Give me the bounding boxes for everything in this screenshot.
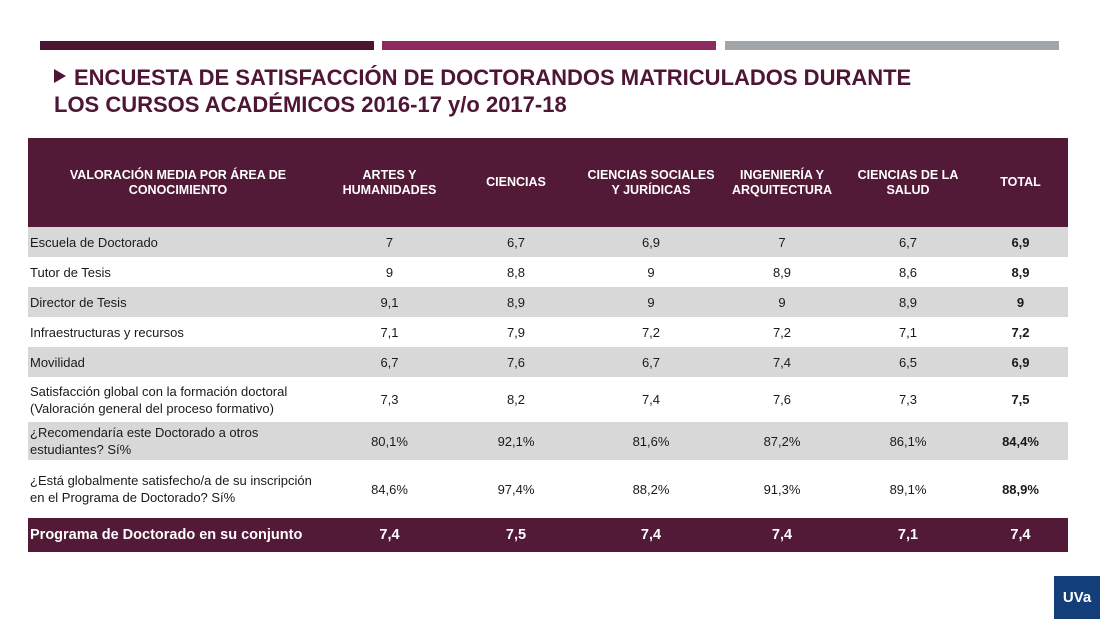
- footer-value: 7,4: [581, 518, 721, 552]
- cell-total: 7,2: [973, 317, 1068, 347]
- decor-bar-dark: [40, 41, 374, 50]
- cell-value: 80,1%: [328, 422, 451, 460]
- header-ciencias-salud: CIENCIAS DE LA SALUD: [843, 138, 973, 227]
- cell-value: 8,6: [843, 257, 973, 287]
- cell-value: 6,7: [451, 227, 581, 257]
- cell-total: 7,5: [973, 377, 1068, 422]
- cell-value: 9: [581, 287, 721, 317]
- cell-total: 6,9: [973, 347, 1068, 377]
- row-label: ¿Está globalmente satisfecho/a de su inscripción en el Programa de Doctorado? Sí%: [28, 460, 328, 518]
- decor-bar-magenta: [382, 41, 716, 50]
- row-label: Escuela de Doctorado: [28, 227, 328, 257]
- title-line-2: LOS CURSOS ACADÉMICOS 2016-17 y/o 2017-18: [54, 92, 567, 117]
- cell-value: 6,7: [328, 347, 451, 377]
- cell-value: 92,1%: [451, 422, 581, 460]
- cell-value: 7,6: [721, 377, 843, 422]
- cell-value: 6,7: [581, 347, 721, 377]
- footer-label: Programa de Doctorado en su conjunto: [28, 518, 328, 552]
- footer-value: 7,1: [843, 518, 973, 552]
- header-ciencias: CIENCIAS: [451, 138, 581, 227]
- cell-value: 7: [328, 227, 451, 257]
- cell-value: 86,1%: [843, 422, 973, 460]
- table-row: [28, 422, 1068, 460]
- cell-value: 8,9: [843, 287, 973, 317]
- slide-title: [54, 64, 1064, 118]
- cell-value: 9: [721, 287, 843, 317]
- cell-value: 7,2: [581, 317, 721, 347]
- cell-value: 6,9: [581, 227, 721, 257]
- footer-value: 7,4: [328, 518, 451, 552]
- table-row: [28, 377, 1068, 422]
- cell-value: 7,4: [581, 377, 721, 422]
- cell-value: 84,6%: [328, 460, 451, 518]
- cell-value: 7: [721, 227, 843, 257]
- cell-value: 7,2: [721, 317, 843, 347]
- title-line-1: [54, 64, 1064, 91]
- row-label: Director de Tesis: [28, 287, 328, 317]
- cell-value: 97,4%: [451, 460, 581, 518]
- cell-value: 9: [328, 257, 451, 287]
- cell-total: 9: [973, 287, 1068, 317]
- cell-value: 8,2: [451, 377, 581, 422]
- decor-bar-gray: [725, 41, 1059, 50]
- cell-total: 8,9: [973, 257, 1068, 287]
- table-row: [28, 317, 1068, 347]
- header-ingenieria: INGENIERÍA Y ARQUITECTURA: [721, 138, 843, 227]
- cell-value: 7,1: [843, 317, 973, 347]
- cell-value: 8,9: [451, 287, 581, 317]
- row-label: Movilidad: [28, 347, 328, 377]
- cell-total: 84,4%: [973, 422, 1068, 460]
- footer-value: 7,5: [451, 518, 581, 552]
- cell-value: 7,4: [721, 347, 843, 377]
- table-row: [28, 227, 1068, 257]
- uva-logo: UVa: [1054, 576, 1100, 619]
- footer-total: 7,4: [973, 518, 1068, 552]
- cell-value: 81,6%: [581, 422, 721, 460]
- header-area: VALORACIÓN MEDIA POR ÁREA DE CONOCIMIENTO: [28, 138, 328, 227]
- cell-value: 6,5: [843, 347, 973, 377]
- cell-value: 8,8: [451, 257, 581, 287]
- cell-value: 8,9: [721, 257, 843, 287]
- header-ciencias-sociales: CIENCIAS SOCIALES Y JURÍDICAS: [581, 138, 721, 227]
- row-label: Satisfacción global con la formación doctoral (Valoración general del proceso formativo): [28, 377, 328, 422]
- header-total: TOTAL: [973, 138, 1068, 227]
- table-row: [28, 287, 1068, 317]
- cell-total: 6,9: [973, 227, 1068, 257]
- header-artes-humanidades: ARTES Y HUMANIDADES: [328, 138, 451, 227]
- table-row: [28, 347, 1068, 377]
- triangle-bullet-icon: [54, 69, 66, 83]
- cell-value: 88,2%: [581, 460, 721, 518]
- cell-value: 7,3: [328, 377, 451, 422]
- footer-value: 7,4: [721, 518, 843, 552]
- cell-value: 89,1%: [843, 460, 973, 518]
- title-line-1-text: ENCUESTA DE SATISFACCIÓN DE DOCTORANDOS MATRICULADOS DURANTE: [74, 65, 912, 90]
- table-header-row: [28, 138, 1068, 227]
- cell-value: 7,3: [843, 377, 973, 422]
- cell-total: 88,9%: [973, 460, 1068, 518]
- cell-value: 87,2%: [721, 422, 843, 460]
- cell-value: 9,1: [328, 287, 451, 317]
- cell-value: 7,1: [328, 317, 451, 347]
- cell-value: 91,3%: [721, 460, 843, 518]
- cell-value: 6,7: [843, 227, 973, 257]
- row-label: ¿Recomendaría este Doctorado a otros estudiantes? Sí%: [28, 422, 328, 460]
- survey-table: [28, 138, 1068, 552]
- cell-value: 7,6: [451, 347, 581, 377]
- row-label: Infraestructuras y recursos: [28, 317, 328, 347]
- row-label: Tutor de Tesis: [28, 257, 328, 287]
- table-row: [28, 257, 1068, 287]
- table-row: [28, 460, 1068, 518]
- cell-value: 7,9: [451, 317, 581, 347]
- cell-value: 9: [581, 257, 721, 287]
- table-footer-row: [28, 518, 1068, 552]
